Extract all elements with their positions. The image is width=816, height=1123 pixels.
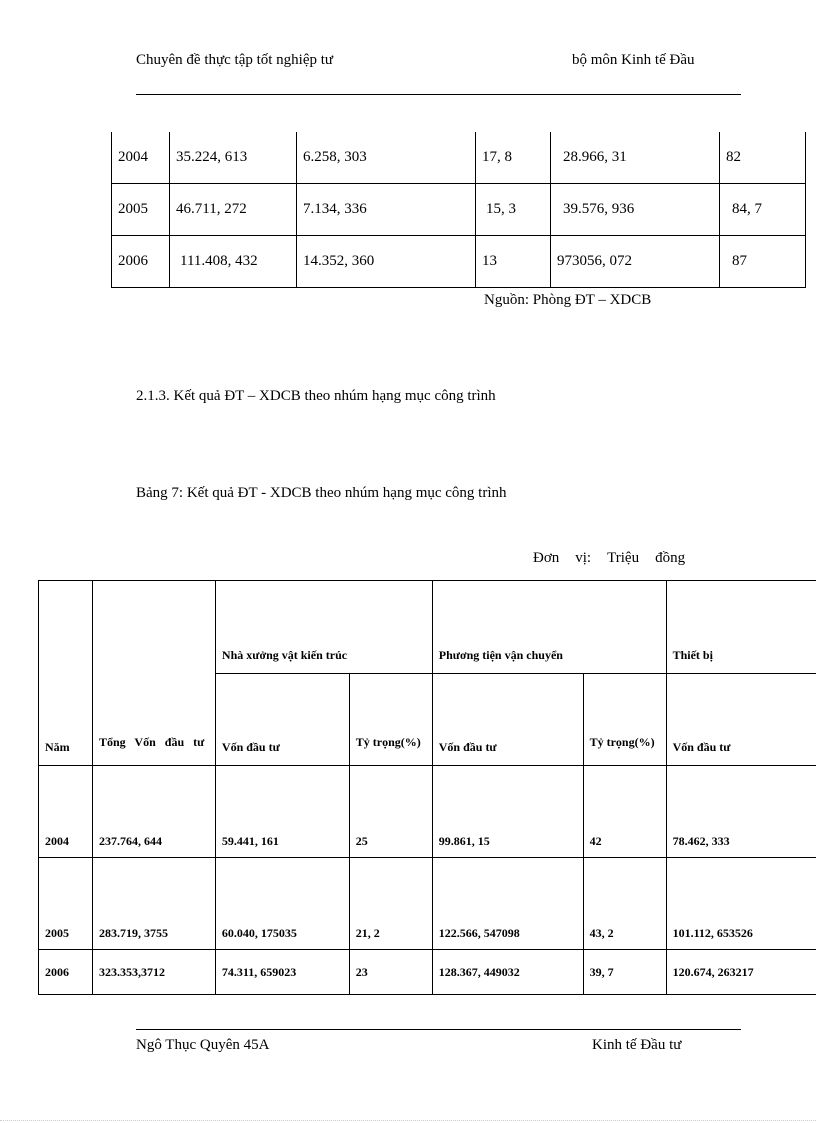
table-cell: 2005 xyxy=(39,858,93,950)
investment-table-continued xyxy=(111,132,806,288)
table-cell: 101.112, 653526 xyxy=(666,858,816,950)
table-cell: 99.861, 15 xyxy=(432,766,583,858)
header-year: Năm xyxy=(39,581,93,766)
footer-right-text: Kinh tế Đầu tư xyxy=(592,1037,682,1053)
table-row xyxy=(112,236,806,288)
table-cell: 78.462, 333 xyxy=(666,766,816,858)
table-cell: 973056, 072 xyxy=(551,236,720,288)
table-cell: 15, 3 xyxy=(476,184,551,236)
table-cell: 43, 2 xyxy=(583,858,666,950)
footer-left-text: Ngô Thục Quyên 45A xyxy=(136,1037,270,1053)
unit-word: Triệu xyxy=(607,550,640,566)
table-cell: 84, 7 xyxy=(720,184,806,236)
table-cell: 13 xyxy=(476,236,551,288)
results-by-category-table xyxy=(38,580,816,995)
table-row xyxy=(112,184,806,236)
table-cell: 60.040, 175035 xyxy=(215,858,349,950)
unit-note xyxy=(533,550,685,567)
table-cell: 21, 2 xyxy=(349,858,432,950)
table-cell: 74.311, 659023 xyxy=(215,950,349,995)
header-capital: Vốn đầu tư xyxy=(666,674,816,766)
table-cell: 7.134, 336 xyxy=(297,184,476,236)
table-row xyxy=(39,950,816,995)
header-ratio: Tỷ trọng(%) xyxy=(349,674,432,766)
table-cell: 46.711, 272 xyxy=(170,184,297,236)
table-cell: 6.258, 303 xyxy=(297,132,476,184)
table-cell: 2004 xyxy=(112,132,170,184)
table-caption: Bảng 7: Kết quả ĐT - XDCB theo nhúm hạng mục công trình xyxy=(136,485,507,501)
header-rule xyxy=(136,94,741,95)
footer-rule xyxy=(136,1029,741,1030)
table-cell: 111.408, 432 xyxy=(170,236,297,288)
unit-word: đồng xyxy=(655,550,686,566)
table-row xyxy=(112,132,806,184)
table-cell: 17, 8 xyxy=(476,132,551,184)
header-group-equipment: Thiết bị xyxy=(666,581,816,674)
table-cell: 28.966, 31 xyxy=(551,132,720,184)
header-left-text: Chuyên đề thực tập tốt nghiệp tư xyxy=(136,52,334,68)
table-cell: 82 xyxy=(720,132,806,184)
table-cell: 120.674, 263217 xyxy=(666,950,816,995)
table-cell: 35.224, 613 xyxy=(170,132,297,184)
table-header-row xyxy=(39,581,816,674)
table-cell: 283.719, 3755 xyxy=(92,858,215,950)
table-cell: 39.576, 936 xyxy=(551,184,720,236)
table-cell: 14.352, 360 xyxy=(297,236,476,288)
table-cell: 59.441, 161 xyxy=(215,766,349,858)
page-edge-divider xyxy=(0,1120,816,1121)
table-cell: 25 xyxy=(349,766,432,858)
section-heading: 2.1.3. Kết quả ĐT – XDCB theo nhúm hạng mục công trình xyxy=(136,388,496,404)
table-row xyxy=(39,766,816,858)
table-cell: 2005 xyxy=(112,184,170,236)
header-capital: Vốn đầu tư xyxy=(432,674,583,766)
table-cell: 2006 xyxy=(39,950,93,995)
table-cell: 2004 xyxy=(39,766,93,858)
header-total-capital: Tổng Vốn đầu tư xyxy=(92,581,215,766)
header-group-transport: Phương tiện vận chuyển xyxy=(432,581,666,674)
unit-word: Đơn xyxy=(533,550,560,566)
table-row xyxy=(39,858,816,950)
table-cell: 128.367, 449032 xyxy=(432,950,583,995)
table-cell: 87 xyxy=(720,236,806,288)
table-cell: 42 xyxy=(583,766,666,858)
table-cell: 23 xyxy=(349,950,432,995)
table-cell: 2006 xyxy=(112,236,170,288)
table-cell: 323.353,3712 xyxy=(92,950,215,995)
header-group-buildings: Nhà xưởng vật kiến trúc xyxy=(215,581,432,674)
table-cell: 122.566, 547098 xyxy=(432,858,583,950)
header-ratio: Tỷ trọng(%) xyxy=(583,674,666,766)
header-capital: Vốn đầu tư xyxy=(215,674,349,766)
table-cell: 39, 7 xyxy=(583,950,666,995)
source-note: Nguồn: Phòng ĐT – XDCB xyxy=(484,292,652,308)
table-cell: 237.764, 644 xyxy=(92,766,215,858)
header-right-text: bộ môn Kinh tế Đầu xyxy=(572,52,695,68)
unit-word: vị: xyxy=(575,550,592,566)
